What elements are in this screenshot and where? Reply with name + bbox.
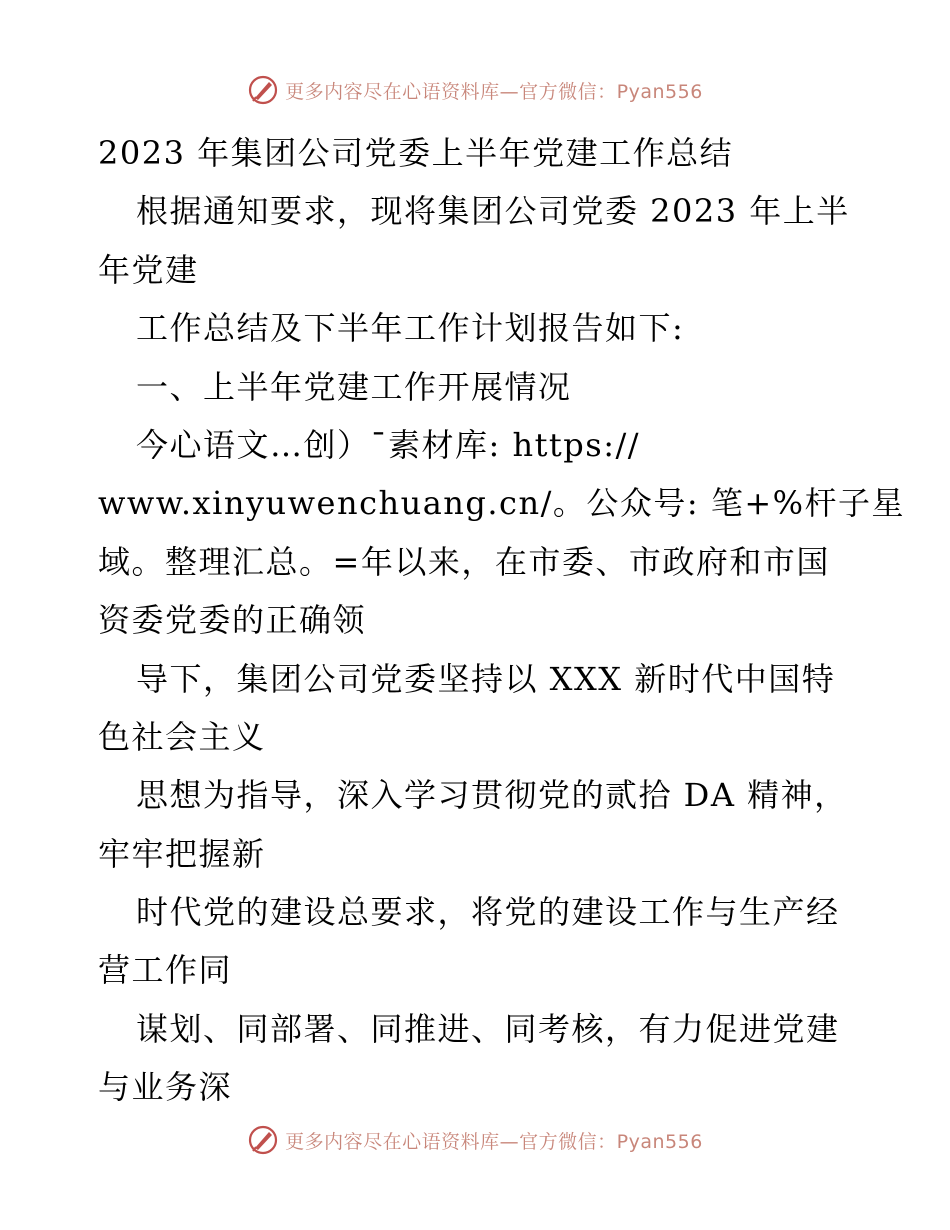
doc-line: 工作总结及下半年工作计划报告如下: — [136, 309, 685, 348]
doc-line: 今心语文…创）¯素材库: https:// — [136, 425, 641, 464]
document-body — [98, 124, 906, 1117]
doc-line: 思想为指导，深入学习贯彻党的贰拾 DA 精神， — [136, 776, 848, 815]
doc-title: 2023 年集团公司党委上半年党建工作总结 — [98, 134, 734, 172]
doc-line: 牢牢把握新 — [98, 834, 266, 873]
doc-line: www.xinyuwenchuang.cn/。公众号: 笔+%杆子星 — [98, 484, 906, 523]
doc-line: 年党建 — [98, 250, 199, 289]
doc-line: 根据通知要求，现将集团公司党委 2023 年上半 — [136, 192, 850, 231]
doc-line: 营工作同 — [98, 951, 233, 990]
footer-banner-text: 更多内容尽在心语资料库—官方微信：Pyan556 — [285, 1130, 703, 1153]
doc-line: 域。整理汇总。=年以来，在市委、市政府和市国 — [98, 542, 830, 581]
quill-logo-icon — [247, 74, 279, 106]
footer-banner — [0, 1120, 950, 1160]
doc-line: 色社会主义 — [98, 717, 266, 756]
doc-line: 导下，集团公司党委坚持以 XXX 新时代中国特 — [136, 659, 836, 698]
doc-line: 与业务深 — [98, 1068, 233, 1107]
quill-logo-icon — [247, 1124, 279, 1156]
header-banner — [0, 70, 950, 110]
header-banner-text: 更多内容尽在心语资料库—官方微信：Pyan556 — [285, 80, 703, 103]
doc-line: 时代党的建设总要求，将党的建设工作与生产经 — [136, 893, 840, 932]
section-heading: 一、上半年党建工作开展情况 — [136, 367, 572, 406]
doc-line: 资委党委的正确领 — [98, 601, 367, 640]
doc-line: 谋划、同部署、同推进、同考核，有力促进党建 — [136, 1009, 840, 1048]
